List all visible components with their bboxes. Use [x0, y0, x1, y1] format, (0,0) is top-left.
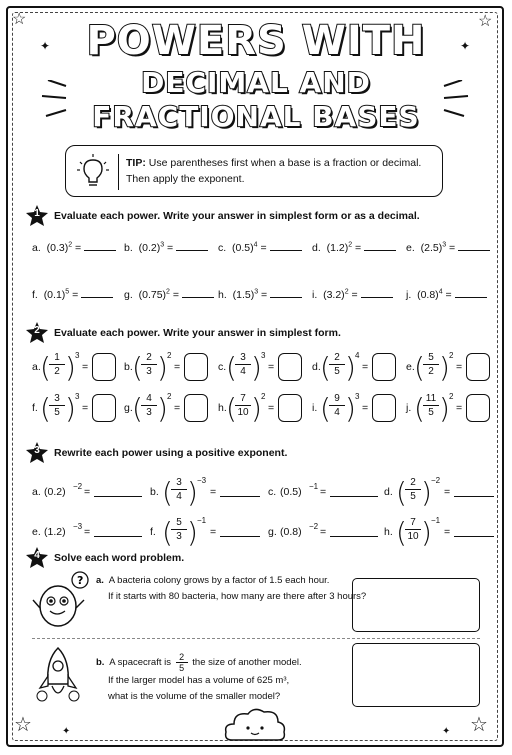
right-paren: ) [65, 351, 76, 384]
power-exponent: 2 [68, 241, 73, 249]
fraction [235, 392, 251, 419]
power-item [218, 240, 302, 254]
answer-blank[interactable] [458, 240, 490, 251]
burst-lines-icon [440, 80, 480, 120]
right-paren: ) [251, 351, 262, 384]
fraction-denominator: 4 [334, 407, 340, 418]
answer-box[interactable] [278, 353, 302, 381]
item-letter: b. [124, 242, 133, 254]
answer-box[interactable] [466, 353, 490, 381]
equals-sign: = [82, 361, 89, 373]
power-base: (1.2) [326, 242, 349, 254]
equals-sign: = [449, 242, 456, 254]
left-paren: ( [40, 392, 51, 425]
equals-sign: = [355, 242, 362, 254]
fraction [141, 392, 157, 419]
answer-box[interactable] [92, 353, 116, 381]
equals-sign: = [82, 402, 89, 414]
word-problem-b [96, 652, 302, 705]
fraction-denominator: 5 [410, 491, 416, 502]
section-4-title: Solve each word problem. [54, 552, 185, 564]
left-paren: ( [162, 516, 173, 549]
svg-text:?: ? [77, 574, 84, 587]
power-exponent: 3 [75, 392, 80, 401]
power-exponent: 2 [166, 288, 170, 296]
answer-box-a[interactable] [352, 578, 480, 632]
fraction-power-item [124, 347, 204, 387]
sparkle-icon: ✦ [442, 726, 451, 737]
fraction-numerator: 5 [171, 516, 187, 530]
sparkle-icon: ✦ [460, 39, 471, 53]
power-item [124, 240, 208, 254]
right-paren: ) [187, 516, 198, 549]
fraction-numerator: 7 [235, 392, 251, 406]
left-paren: ( [226, 392, 237, 425]
word-problem-a-line-2: If it starts with 80 bacteria, how many are there after 3 hours? [108, 591, 367, 602]
power-exponent: 3 [254, 288, 259, 296]
negative-power-item [150, 472, 260, 512]
fraction-power-item [312, 347, 392, 387]
right-paren: ) [251, 392, 262, 425]
answer-box[interactable] [466, 394, 490, 422]
power-exponent: 2 [449, 392, 454, 401]
answer-blank[interactable] [81, 287, 113, 298]
left-paren: ( [132, 351, 143, 384]
equals-sign: = [75, 242, 82, 254]
page-title-line-2: DECIMAL AND [141, 66, 371, 99]
equals-sign: = [210, 526, 217, 538]
item-letter: f. [32, 289, 38, 301]
right-paren: ) [157, 351, 168, 384]
fraction-numerator: 2 [176, 652, 188, 663]
equals-sign: = [445, 289, 452, 301]
negative-power-item [32, 512, 142, 552]
fraction-denominator: 4 [176, 491, 182, 502]
fraction-numerator: 3 [235, 351, 251, 365]
item-letter: h. [218, 402, 227, 414]
page-title-line-1: POWERS WITH [86, 18, 426, 64]
negative-power-item [268, 472, 378, 512]
monster-mascot-icon [30, 570, 92, 630]
section-3-number: 3 [34, 445, 40, 456]
item-letter: h. [218, 289, 227, 301]
answer-blank[interactable] [454, 526, 494, 537]
item-letter: h. [384, 526, 393, 538]
equals-sign: = [456, 361, 463, 373]
item-letter: j. [406, 289, 412, 301]
power-base: (0.8) [280, 526, 302, 538]
answer-blank[interactable] [330, 486, 378, 497]
equals-sign: = [174, 402, 181, 414]
fraction-denominator: 3 [146, 407, 152, 418]
right-paren: ) [439, 392, 450, 425]
fraction [141, 351, 157, 378]
word-problem-a [96, 573, 366, 605]
section-3-title: Rewrite each power using a positive exponent. [54, 447, 288, 459]
fraction-power-item [218, 388, 298, 428]
answer-blank[interactable] [220, 486, 260, 497]
fraction-numerator: 2 [405, 476, 421, 490]
item-letter: d. [312, 361, 321, 373]
power-exponent: 3 [261, 351, 266, 360]
power-exponent: 2 [449, 351, 454, 360]
fraction-power-item [312, 388, 392, 428]
item-letter: g. [124, 402, 133, 414]
fraction-denominator: 5 [334, 366, 340, 377]
answer-blank[interactable] [455, 287, 487, 298]
fraction [235, 351, 251, 378]
power-exponent: 2 [167, 351, 172, 360]
item-letter: e. [406, 361, 415, 373]
star-icon: ☆ [478, 13, 493, 30]
tip-text [126, 155, 436, 187]
equals-sign: = [260, 242, 267, 254]
fraction-numerator: 7 [405, 516, 421, 530]
word-problem-b-line-1b: the size of another model. [192, 657, 302, 669]
right-paren: ) [187, 476, 198, 509]
item-letter: f. [150, 526, 156, 538]
tip-box [65, 145, 443, 197]
burst-lines-icon [30, 80, 70, 120]
answer-blank[interactable] [361, 287, 393, 298]
negative-power-item [32, 472, 142, 512]
equals-sign: = [167, 242, 174, 254]
answer-blank[interactable] [454, 486, 494, 497]
answer-box[interactable] [92, 394, 116, 422]
equals-sign: = [351, 289, 358, 301]
tip-line-2: Then apply the exponent. [126, 173, 245, 185]
left-paren: ( [226, 351, 237, 384]
left-paren: ( [414, 392, 425, 425]
equals-sign: = [174, 361, 181, 373]
fraction-numerator: 11 [423, 392, 439, 406]
power-exponent: 4 [438, 288, 443, 296]
power-exponent: 2 [344, 288, 349, 296]
answer-blank[interactable] [176, 240, 208, 251]
star-icon: ☆ [470, 714, 488, 736]
section-1-number: 1 [34, 208, 40, 219]
answer-blank[interactable] [220, 526, 260, 537]
answer-blank[interactable] [94, 526, 142, 537]
fraction-power-item [406, 347, 486, 387]
fraction-denominator: 3 [146, 366, 152, 377]
word-problem-b-line-2: If the larger model has a volume of 625 m³, [108, 675, 290, 686]
fraction-denominator: 2 [54, 366, 60, 377]
fraction-numerator: 1 [49, 351, 65, 365]
item-letter: c. [218, 242, 227, 254]
item-letter: b. [124, 361, 133, 373]
equals-sign: = [84, 486, 91, 498]
fraction-numerator: 9 [329, 392, 345, 406]
left-paren: ( [414, 351, 425, 384]
power-exponent: −2 [309, 522, 319, 531]
fraction [49, 392, 65, 419]
fraction-numerator: 4 [141, 392, 157, 406]
word-problem-b-line-1a: A spacecraft is [109, 657, 171, 669]
power-base: (0.1) [43, 289, 66, 301]
equals-sign: = [72, 289, 79, 301]
fraction-power-item [218, 347, 298, 387]
power-exponent: 2 [348, 241, 353, 249]
answer-blank[interactable] [270, 240, 302, 251]
cloud-icon [222, 706, 288, 744]
equals-sign: = [362, 361, 369, 373]
word-problem-b-line-3: what is the volume of the smaller model? [108, 691, 281, 702]
power-base: (1.5) [232, 289, 255, 301]
fraction [329, 392, 345, 419]
power-item [124, 287, 214, 301]
word-problem-b-fraction [176, 652, 188, 673]
word-problem-a-letter: a. [96, 575, 104, 586]
answer-blank[interactable] [94, 486, 142, 497]
answer-box[interactable] [278, 394, 302, 422]
left-paren: ( [40, 351, 51, 384]
fraction-numerator: 2 [329, 351, 345, 365]
answer-box[interactable] [372, 394, 396, 422]
fraction [423, 392, 439, 419]
power-base: (2.5) [420, 242, 443, 254]
negative-power-item [268, 512, 378, 552]
power-item [32, 287, 113, 301]
power-base: (0.5) [280, 486, 302, 498]
answer-blank[interactable] [364, 240, 396, 251]
equals-sign: = [320, 526, 327, 538]
item-letter: b. [150, 486, 159, 498]
page-title-line-3: FRACTIONAL BASES [92, 100, 420, 133]
section-2-number: 2 [34, 325, 40, 336]
item-letter: g. [268, 526, 277, 538]
fraction-numerator: 3 [49, 392, 65, 406]
answer-blank[interactable] [84, 240, 116, 251]
power-base: (0.2) [138, 242, 161, 254]
power-exponent: −1 [197, 516, 207, 525]
power-exponent: −3 [197, 476, 207, 485]
fraction-denominator: 2 [428, 366, 434, 377]
power-exponent: −2 [73, 482, 83, 491]
fraction [171, 476, 187, 503]
right-paren: ) [157, 392, 168, 425]
power-exponent: −1 [309, 482, 319, 491]
equals-sign: = [456, 402, 463, 414]
fraction-denominator: 10 [407, 531, 419, 542]
negative-power-item [384, 512, 494, 552]
fraction-denominator: 3 [176, 531, 182, 542]
power-exponent: −2 [431, 476, 441, 485]
item-letter: d. [384, 486, 393, 498]
fraction [49, 351, 65, 378]
power-base: (0.75) [138, 289, 167, 301]
answer-box[interactable] [372, 353, 396, 381]
fraction-power-item [32, 347, 112, 387]
negative-power-item [150, 512, 260, 552]
item-letter: d. [312, 242, 321, 254]
item-letter: c. [218, 361, 227, 373]
star-icon: ☆ [12, 11, 27, 28]
power-item [312, 287, 393, 301]
item-letter: f. [32, 402, 38, 414]
left-paren: ( [320, 392, 331, 425]
right-paren: ) [345, 351, 356, 384]
rocket-icon [30, 646, 86, 706]
power-exponent: 2 [261, 392, 266, 401]
power-item [32, 240, 116, 254]
answer-blank[interactable] [270, 287, 302, 298]
right-paren: ) [421, 516, 432, 549]
answer-blank[interactable] [330, 526, 378, 537]
power-base: (1.2) [44, 526, 66, 538]
item-letter: a. [32, 242, 41, 254]
tip-line-1: Use parentheses first when a base is a fraction or decimal. [148, 157, 422, 169]
item-letter: a. [32, 486, 41, 498]
power-item [406, 240, 490, 254]
power-base: (0.2) [44, 486, 66, 498]
equals-sign: = [261, 289, 268, 301]
left-paren: ( [132, 392, 143, 425]
power-item [312, 240, 396, 254]
left-paren: ( [396, 516, 407, 549]
item-letter: a. [32, 361, 41, 373]
equals-sign: = [210, 486, 217, 498]
tip-divider [118, 154, 119, 190]
equals-sign: = [444, 526, 451, 538]
power-exponent: −3 [73, 522, 83, 531]
power-exponent: −1 [431, 516, 441, 525]
section-2-title: Evaluate each power. Write your answer in simplest form. [54, 327, 341, 339]
power-exponent: 2 [167, 392, 172, 401]
power-base: (0.3) [46, 242, 69, 254]
fraction [405, 516, 421, 543]
left-paren: ( [396, 476, 407, 509]
lightbulb-icon [76, 154, 110, 190]
equals-sign: = [172, 289, 180, 301]
right-paren: ) [345, 392, 356, 425]
power-item [218, 287, 302, 301]
item-letter: i. [312, 289, 318, 301]
fraction-numerator: 2 [141, 351, 157, 365]
star-icon: ☆ [14, 714, 32, 736]
fraction-numerator: 5 [423, 351, 439, 365]
sparkle-icon: ✦ [40, 39, 51, 53]
negative-power-item [384, 472, 494, 512]
power-exponent: 4 [355, 351, 360, 360]
left-paren: ( [320, 351, 331, 384]
right-paren: ) [65, 392, 76, 425]
item-letter: g. [124, 289, 133, 301]
equals-sign: = [444, 486, 451, 498]
answer-box[interactable] [184, 394, 208, 422]
word-problem-a-line-1: A bacteria colony grows by a factor of 1.5 each hour. [108, 575, 330, 586]
sparkle-icon: ✦ [62, 726, 71, 737]
section-divider [32, 638, 480, 639]
item-letter: j. [406, 402, 412, 414]
item-letter: c. [268, 486, 277, 498]
fraction-denominator: 5 [428, 407, 434, 418]
fraction-denominator: 5 [54, 407, 60, 418]
fraction-denominator: 10 [237, 407, 249, 418]
right-paren: ) [439, 351, 450, 384]
equals-sign: = [320, 486, 327, 498]
equals-sign: = [268, 361, 275, 373]
section-4-number: 4 [34, 550, 40, 561]
word-problem-b-letter: b. [96, 657, 105, 669]
fraction-numerator: 3 [171, 476, 187, 490]
equals-sign: = [268, 402, 275, 414]
power-exponent: 3 [75, 351, 80, 360]
fraction-power-item [32, 388, 112, 428]
fraction-denominator: 4 [240, 366, 246, 377]
equals-sign: = [362, 402, 369, 414]
power-exponent: 3 [442, 241, 447, 249]
item-letter: i. [312, 402, 318, 414]
power-base: (0.8) [417, 289, 439, 301]
section-1-title: Evaluate each power. Write your answer in simplest form or as a decimal. [54, 210, 420, 222]
power-base: (3.2) [323, 289, 345, 301]
fraction [171, 516, 187, 543]
power-item [406, 287, 487, 301]
power-base: (0.5) [232, 242, 254, 254]
answer-blank[interactable] [182, 287, 214, 298]
tip-label: TIP: [126, 157, 146, 169]
fraction [423, 351, 439, 378]
fraction-power-item [406, 388, 486, 428]
fraction-power-item [124, 388, 204, 428]
item-letter: e. [32, 526, 41, 538]
fraction-denominator: 5 [179, 663, 185, 673]
power-exponent: 3 [160, 241, 165, 249]
power-exponent: 4 [253, 241, 258, 249]
equals-sign: = [84, 526, 91, 538]
fraction [405, 476, 421, 503]
item-letter: e. [406, 242, 415, 254]
answer-box[interactable] [184, 353, 208, 381]
power-exponent: 5 [65, 288, 70, 296]
left-paren: ( [162, 476, 173, 509]
answer-box-b[interactable] [352, 643, 480, 707]
right-paren: ) [421, 476, 432, 509]
fraction [329, 351, 345, 378]
power-exponent: 3 [355, 392, 360, 401]
